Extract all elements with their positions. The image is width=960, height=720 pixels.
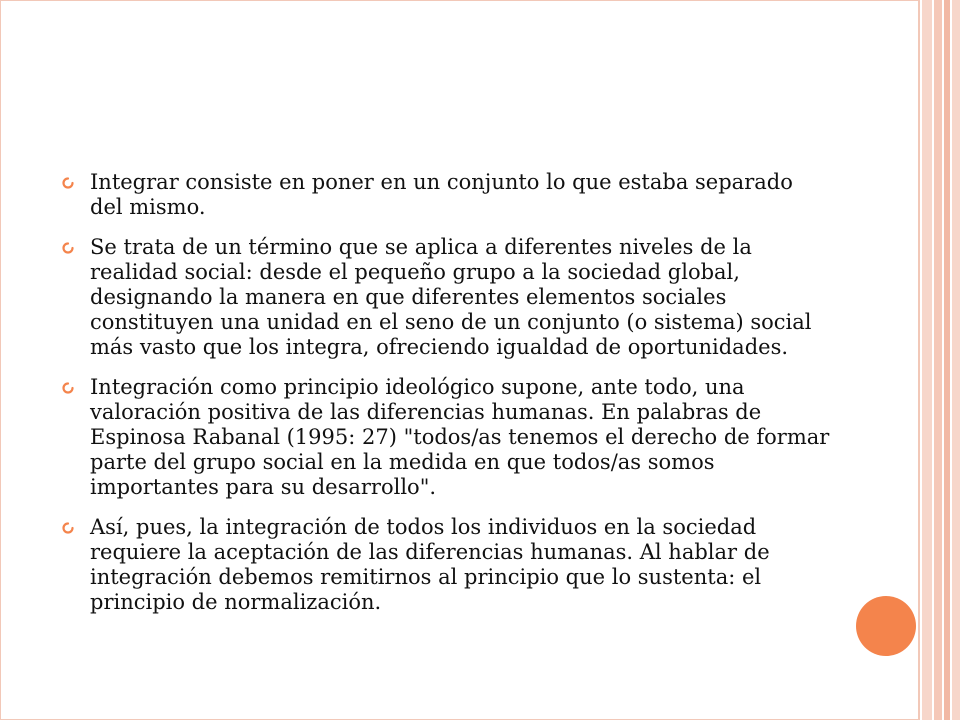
bullet-item	[62, 235, 832, 360]
accent-circle	[856, 596, 916, 656]
ring-bullet-icon	[62, 522, 74, 534]
decorative-stripe	[952, 0, 960, 720]
bullet-list	[62, 170, 832, 630]
decorative-stripe	[934, 0, 942, 720]
decorative-stripe	[944, 0, 950, 720]
bullet-item	[62, 515, 832, 615]
ring-bullet-icon	[62, 382, 74, 394]
bullet-text: Así, pues, la integración de todos los individuos en la sociedad requiere la aceptación de las diferencias humanas. Al hablar de integración debemos remitirnos al principio que lo sustenta: el principio de normalización.	[90, 515, 770, 614]
ring-bullet-icon	[62, 177, 74, 189]
bullet-item	[62, 375, 832, 500]
bullet-text: Se trata de un término que se aplica a diferentes niveles de la realidad social: desde el pequeño grupo a la sociedad global, designando la manera en que diferentes elementos sociales constituyen una unidad en el seno de un conjunto (o sistema) social más vasto que los integra, ofreciendo igualdad de oportunidades.	[90, 235, 812, 359]
bullet-text: Integración como principio ideológico supone, ante todo, una valoración positiva de las diferencias humanas. En palabras de Espinosa Rabanal (1995: 27) "todos/as tenemos el derecho de formar parte del grupo social en la medida en que todos/as somos importantes para su desarrollo".	[90, 375, 830, 499]
decorative-stripe	[922, 0, 932, 720]
bullet-text: Integrar consiste en poner en un conjunto lo que estaba separado del mismo.	[90, 170, 793, 219]
bullet-item	[62, 170, 832, 220]
ring-bullet-icon	[62, 242, 74, 254]
